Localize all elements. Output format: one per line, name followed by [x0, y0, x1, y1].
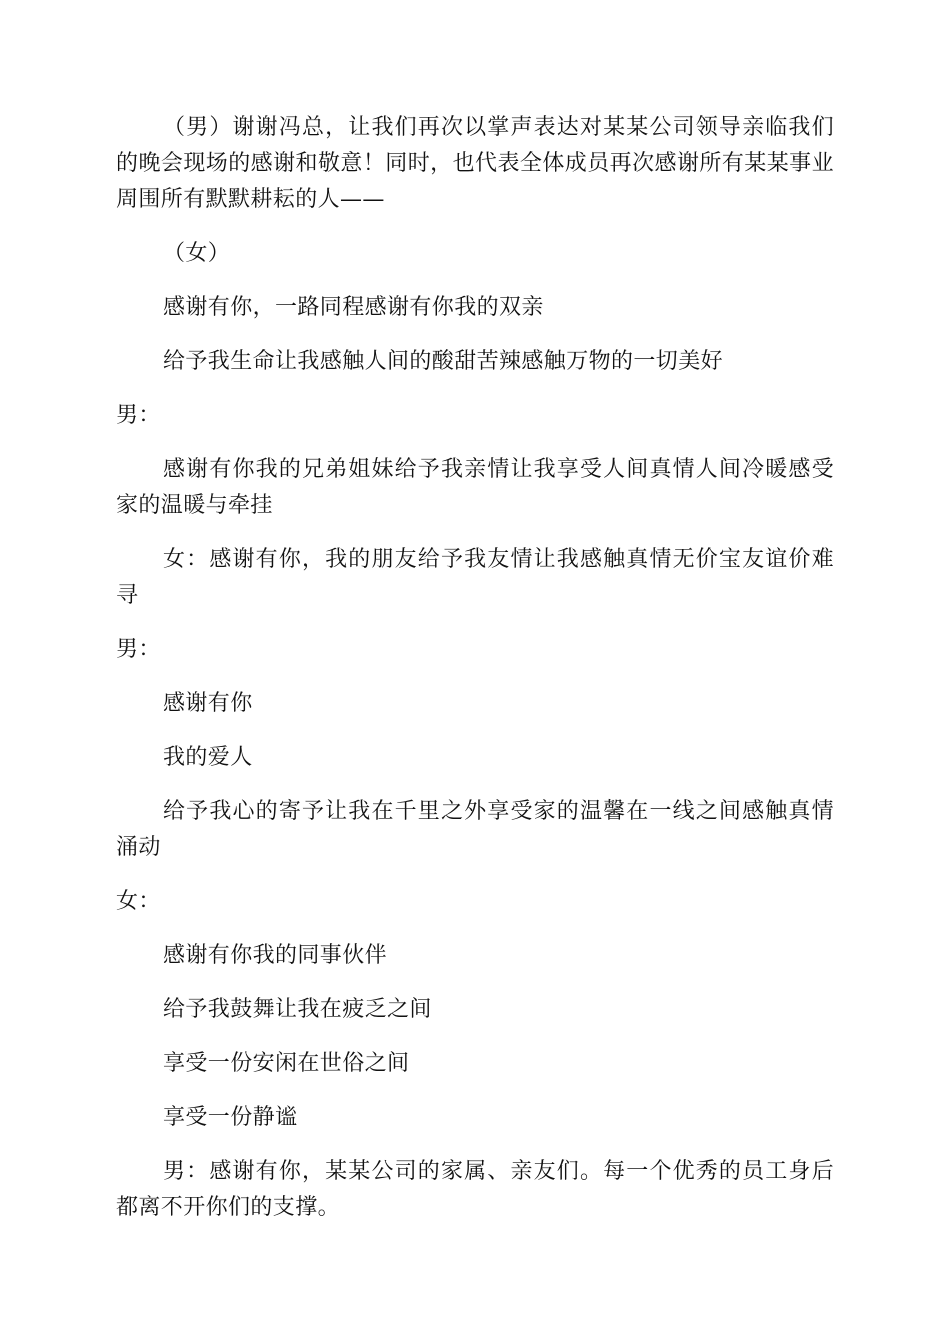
paragraph-10: 我的爱人	[163, 745, 253, 770]
paragraph-9: 感谢有你	[163, 691, 253, 716]
paragraph-7: 女：感谢有你，我的朋友给予我友情让我感触真情无价宝友谊价难寻	[116, 547, 834, 608]
paragraph-11: 给予我心的寄予让我在千里之外享受家的温馨在一线之间感触真情涌动	[116, 799, 834, 860]
paragraph-8: 男：	[116, 637, 161, 662]
paragraph-15: 享受一份安闲在世俗之间	[163, 1051, 410, 1076]
paragraph-16: 享受一份静谧	[163, 1105, 298, 1130]
paragraph-13: 感谢有你我的同事伙伴	[163, 943, 388, 968]
paragraph-6: 感谢有你我的兄弟姐妹给予我亲情让我享受人间真情人间冷暖感受家的温暖与牵挂	[116, 457, 834, 518]
paragraph-14: 给予我鼓舞让我在疲乏之间	[163, 997, 432, 1022]
document-body	[116, 110, 834, 1226]
paragraph-5: 男：	[116, 403, 161, 428]
paragraph-2: （女）	[163, 241, 231, 266]
paragraph-12: 女：	[116, 889, 161, 914]
paragraph-1: （男）谢谢冯总，让我们再次以掌声表达对某某公司领导亲临我们的晚会现场的感谢和敬意！同时，也代表全体成员再次感谢所有某某事业周围所有默默耕耘的人——	[116, 115, 834, 212]
paragraph-3: 感谢有你，一路同程感谢有你我的双亲	[163, 295, 544, 320]
paragraph-17: 男：感谢有你，某某公司的家属、亲友们。每一个优秀的员工身后都离不开你们的支撑。	[116, 1159, 834, 1220]
paragraph-4: 给予我生命让我感触人间的酸甜苦辣感触万物的一切美好	[163, 349, 724, 374]
